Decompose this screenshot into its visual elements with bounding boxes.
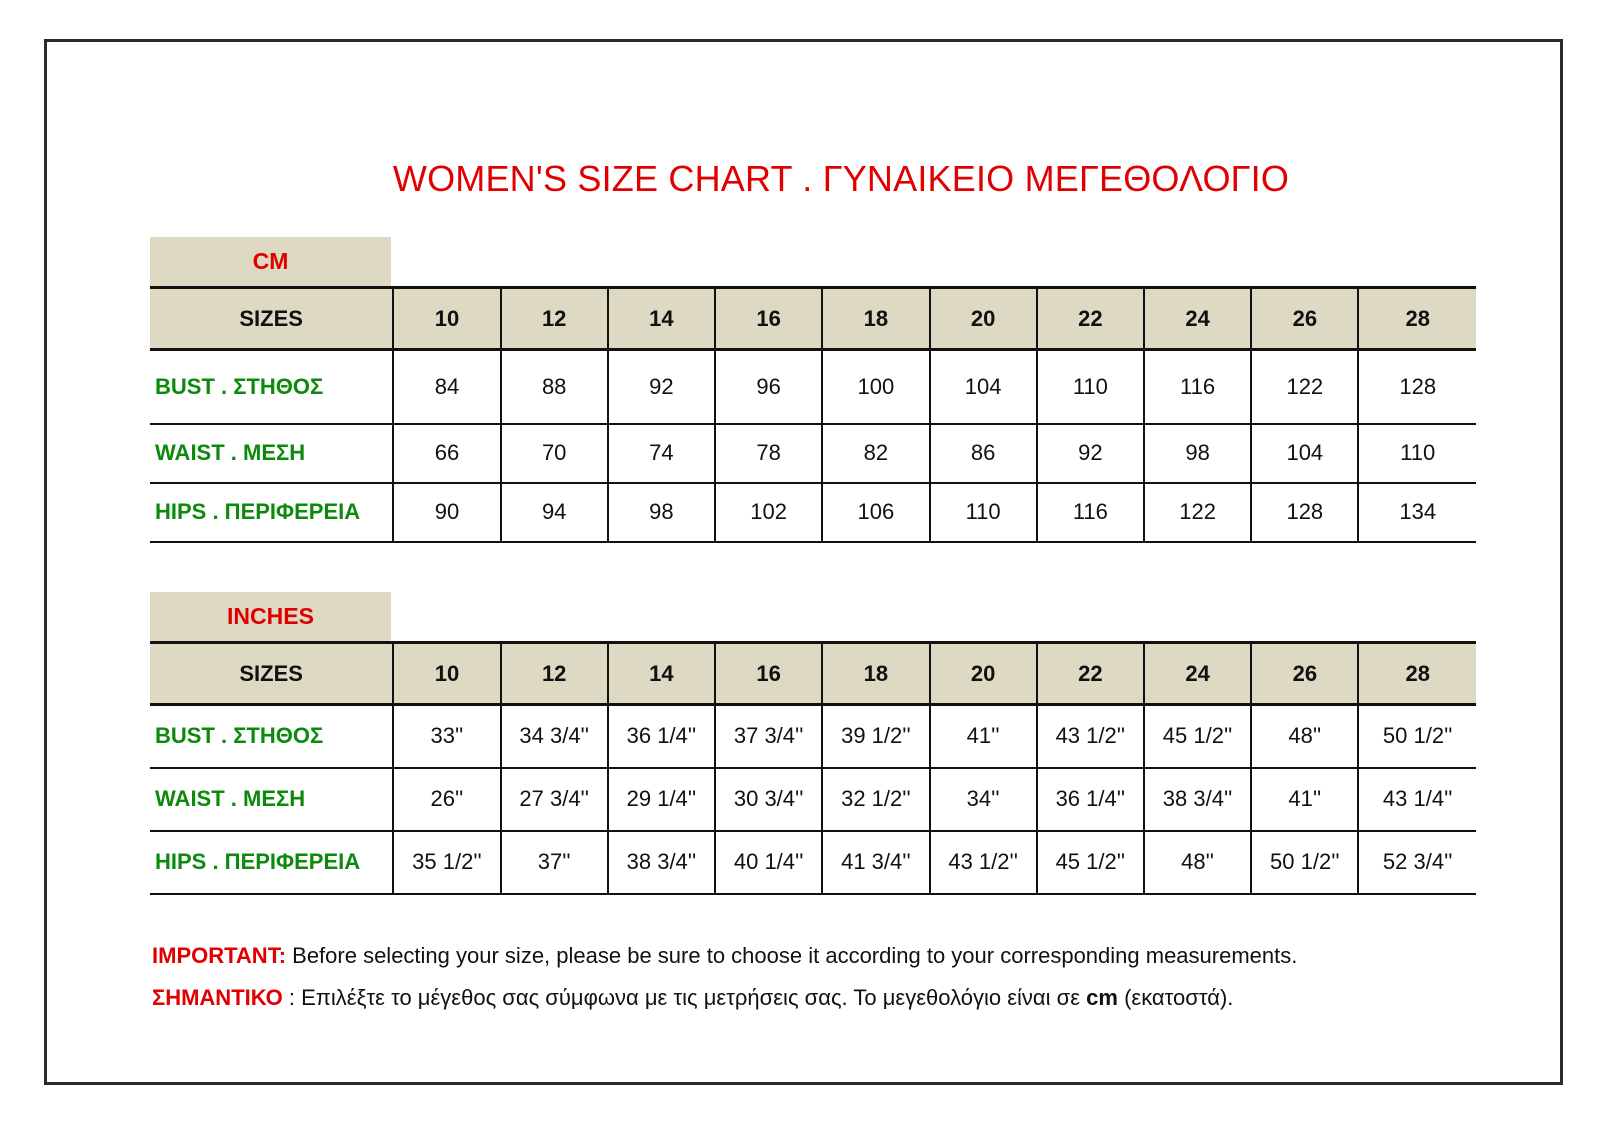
table-cell: 128: [1251, 483, 1358, 542]
table-cell: 74: [608, 424, 715, 483]
table-cell: 37'': [501, 831, 608, 894]
table-cell: 134: [1358, 483, 1476, 542]
size-header: 10: [393, 643, 500, 705]
table-cell: 106: [822, 483, 929, 542]
table-cell: 84: [393, 350, 500, 424]
table-cell: 92: [1037, 424, 1144, 483]
table-cell: 90: [393, 483, 500, 542]
table-row: [150, 350, 1476, 424]
table-cell: 43 1/2'': [930, 831, 1037, 894]
table-cell: 102: [715, 483, 822, 542]
row-label-waist: WAIST . ΜΕΣΗ: [150, 768, 393, 831]
page-title: WOMEN'S SIZE CHART . ΓΥΝΑΙΚΕΙΟ ΜΕΓΕΘΟΛΟΓΙΟ: [392, 158, 1290, 199]
table-cell: 26'': [393, 768, 500, 831]
table-cell: 92: [608, 350, 715, 424]
table-row: [150, 768, 1476, 831]
table-cell: 36 1/4'': [608, 705, 715, 768]
table-cell: 98: [1144, 424, 1251, 483]
table-cell: 50 1/2'': [1251, 831, 1358, 894]
cm-size-table: [150, 286, 1476, 543]
sizes-header: SIZES: [150, 643, 393, 705]
size-header: 18: [822, 288, 929, 350]
size-header: 22: [1037, 288, 1144, 350]
table-cell: 38 3/4'': [1144, 768, 1251, 831]
table-cell: 34 3/4'': [501, 705, 608, 768]
important-note-en: [152, 943, 1297, 985]
table-cell: 48'': [1251, 705, 1358, 768]
table-cell: 116: [1144, 350, 1251, 424]
inches-size-table: [150, 641, 1476, 895]
unit-label-cm: CM: [150, 237, 391, 286]
table-cell: 29 1/4'': [608, 768, 715, 831]
row-label-hips: HIPS . ΠΕΡΙΦΕΡΕΙΑ: [150, 483, 393, 542]
table-cell: 70: [501, 424, 608, 483]
table-cell: 36 1/4'': [1037, 768, 1144, 831]
size-header: 12: [501, 288, 608, 350]
greek-note-text: : Επιλέξτε το μέγεθος σας σύμφωνα με τις μετρήσεις σας. Το μεγεθολόγιο είναι σε: [282, 985, 1087, 1010]
table-cell: 43 1/4'': [1358, 768, 1476, 831]
greek-important-label: ΣΗΜΑΝΤΙΚΟ: [152, 985, 283, 1010]
size-header: 26: [1251, 643, 1358, 705]
size-header: 28: [1358, 288, 1476, 350]
table-cell: 41'': [930, 705, 1037, 768]
table-cell: 86: [930, 424, 1037, 483]
row-label-hips: HIPS . ΠΕΡΙΦΕΡΕΙΑ: [150, 831, 393, 894]
size-header: 14: [608, 643, 715, 705]
inches-header-row: [150, 643, 1476, 705]
size-header: 10: [393, 288, 500, 350]
table-cell: 35 1/2'': [393, 831, 500, 894]
unit-label-inches: INCHES: [150, 592, 391, 641]
important-note-gr: [152, 985, 1297, 1027]
table-cell: 40 1/4'': [715, 831, 822, 894]
table-cell: 96: [715, 350, 822, 424]
row-label-waist: WAIST . ΜΕΣΗ: [150, 424, 393, 483]
row-label-bust: BUST . ΣΤΗΘΟΣ: [150, 350, 393, 424]
table-cell: 37 3/4'': [715, 705, 822, 768]
table-cell: 45 1/2'': [1037, 831, 1144, 894]
table-row: [150, 705, 1476, 768]
cm-header-row: [150, 288, 1476, 350]
table-cell: 27 3/4'': [501, 768, 608, 831]
table-cell: 110: [1037, 350, 1144, 424]
table-cell: 45 1/2'': [1144, 705, 1251, 768]
size-header: 20: [930, 288, 1037, 350]
table-cell: 88: [501, 350, 608, 424]
table-cell: 98: [608, 483, 715, 542]
size-header: 16: [715, 643, 822, 705]
important-text: Before selecting your size, please be sure to choose it according to your corresponding measurements.: [286, 943, 1298, 968]
table-cell: 66: [393, 424, 500, 483]
table-row: [150, 483, 1476, 542]
size-header: 20: [930, 643, 1037, 705]
table-cell: 128: [1358, 350, 1476, 424]
size-header: 16: [715, 288, 822, 350]
table-cell: 34'': [930, 768, 1037, 831]
important-label: IMPORTANT:: [152, 943, 287, 968]
greek-note-tail: (εκατοστά).: [1117, 985, 1234, 1010]
table-cell: 104: [1251, 424, 1358, 483]
table-row: [150, 424, 1476, 483]
table-cell: 41 3/4'': [822, 831, 929, 894]
table-cell: 52 3/4'': [1358, 831, 1476, 894]
sizes-header: SIZES: [150, 288, 393, 350]
size-header: 28: [1358, 643, 1476, 705]
table-cell: 122: [1144, 483, 1251, 542]
table-cell: 82: [822, 424, 929, 483]
table-cell: 33'': [393, 705, 500, 768]
size-header: 24: [1144, 288, 1251, 350]
table-cell: 48'': [1144, 831, 1251, 894]
size-header: 14: [608, 288, 715, 350]
greek-note-unit: cm: [1086, 985, 1118, 1010]
table-cell: 100: [822, 350, 929, 424]
table-cell: 116: [1037, 483, 1144, 542]
cm-section: [150, 237, 1476, 543]
notes: [152, 943, 1297, 1027]
table-row: [150, 831, 1476, 894]
table-cell: 110: [930, 483, 1037, 542]
size-chart-frame: [44, 39, 1563, 1085]
size-header: 22: [1037, 643, 1144, 705]
table-cell: 43 1/2'': [1037, 705, 1144, 768]
inches-section: [150, 592, 1476, 895]
table-cell: 38 3/4'': [608, 831, 715, 894]
size-header: 18: [822, 643, 929, 705]
size-header: 26: [1251, 288, 1358, 350]
table-cell: 39 1/2'': [822, 705, 929, 768]
table-cell: 50 1/2'': [1358, 705, 1476, 768]
table-cell: 104: [930, 350, 1037, 424]
table-cell: 110: [1358, 424, 1476, 483]
table-cell: 32 1/2'': [822, 768, 929, 831]
table-cell: 41'': [1251, 768, 1358, 831]
size-header: 12: [501, 643, 608, 705]
table-cell: 78: [715, 424, 822, 483]
table-cell: 94: [501, 483, 608, 542]
row-label-bust: BUST . ΣΤΗΘΟΣ: [150, 705, 393, 768]
table-cell: 122: [1251, 350, 1358, 424]
table-cell: 30 3/4'': [715, 768, 822, 831]
size-header: 24: [1144, 643, 1251, 705]
